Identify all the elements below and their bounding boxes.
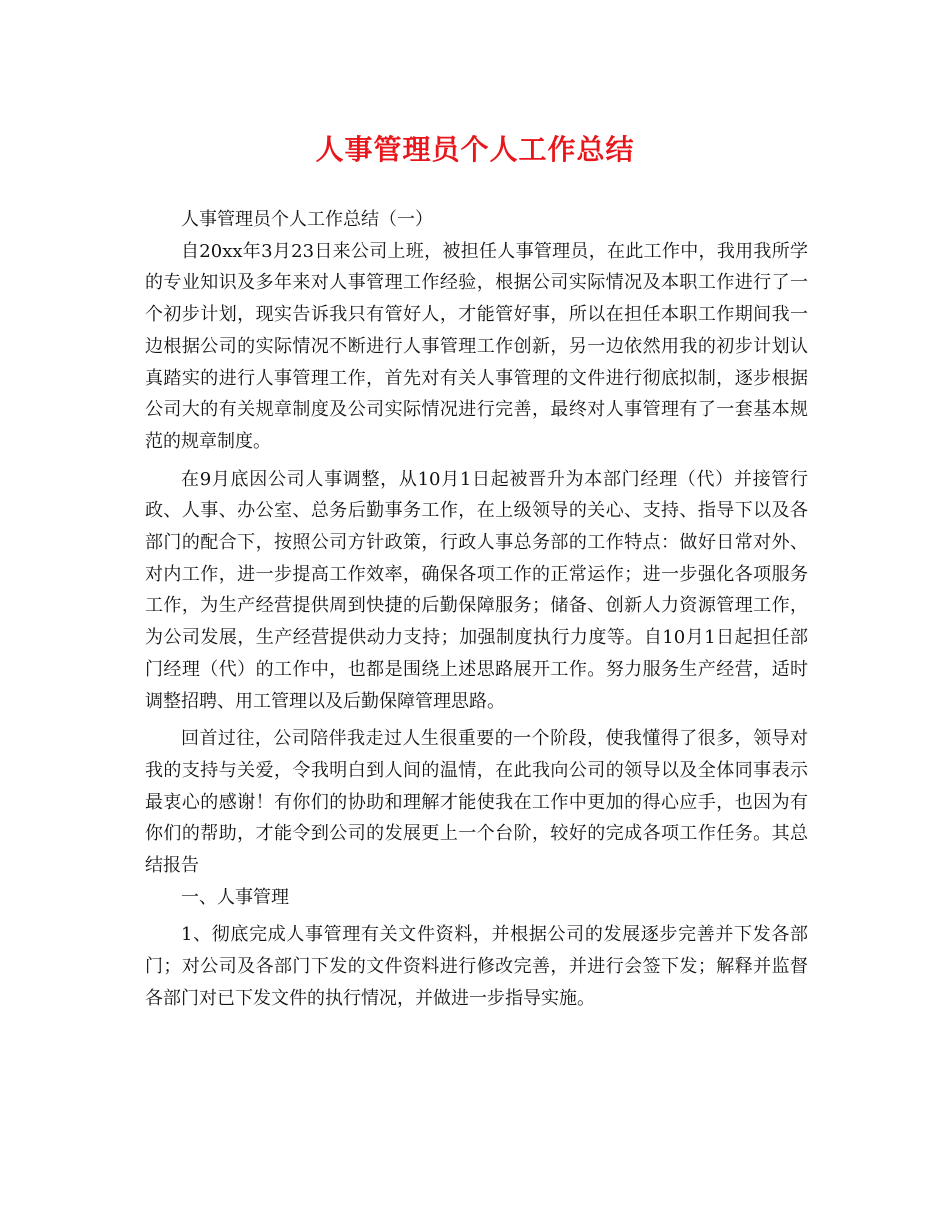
- body-paragraph-3: 回首过往，公司陪伴我走过人生很重要的一个阶段，使我懂得了很多，领导对我的支持与关爱，令我明白到人间的温情，在此我向公司的领导以及全体同事表示最衷心的感谢！有你们的协助和理解才能使我在工作中更加的得心应手，也因为有你们的帮助，才能令到公司的发展更上一个台阶，较好的完成各项工作任务。其总结报告: [145, 728, 808, 877]
- document-body: [145, 204, 808, 1015]
- body-paragraph-2: 在9月底因公司人事调整，从10月1日起被晋升为本部门经理（代）并接管行政、人事、办公室、总务后勤事务工作，在上级领导的关心、支持、指导下以及各部门的配合下，按照公司方针政策，行政人事总务部的工作特点：做好日常对外、对内工作，进一步提高工作效率，确保各项工作的正常运作；进一步强化各项服务工作，为生产经营提供周到快捷的后勤保障服务；储备、创新人力资源管理工作，为公司发展，生产经营提供动力支持；加强制度执行力度等。自10月1日起担任部门经理（代）的工作中，也都是围绕上述思路展开工作。努力服务生产经营，适时调整招聘、用工管理以及后勤保障管理思路。: [145, 468, 808, 712]
- body-paragraph-1: 自20xx年3月23日来公司上班，被担任人事管理员，在此工作中，我用我所学的专业知识及多年来对人事管理工作经验，根据公司实际情况及本职工作进行了一个初步计划，现实告诉我只有管好人，才能管好事，所以在担任本职工作期间我一边根据公司的实际情况不断进行人事管理工作创新，另一边依然用我的初步计划认真踏实的进行人事管理工作，首先对有关人事管理的文件进行彻底拟制，逐步根据公司大的有关规章制度及公司实际情况进行完善，最终对人事管理有了一套基本规范的规章制度。: [145, 240, 808, 452]
- subtitle-paragraph: 人事管理员个人工作总结（一）: [181, 209, 433, 230]
- section-heading: 一、人事管理: [181, 886, 289, 908]
- body-paragraph-4: 1、彻底完成人事管理有关文件资料，并根据公司的发展逐步完善并下发各部门；对公司及各部门下发的文件资料进行修改完善，并进行会签下发；解释并监督各部门对已下发文件的执行情况，并做进一步指导实施。: [145, 924, 808, 1009]
- document-title: 人事管理员个人工作总结: [315, 133, 635, 166]
